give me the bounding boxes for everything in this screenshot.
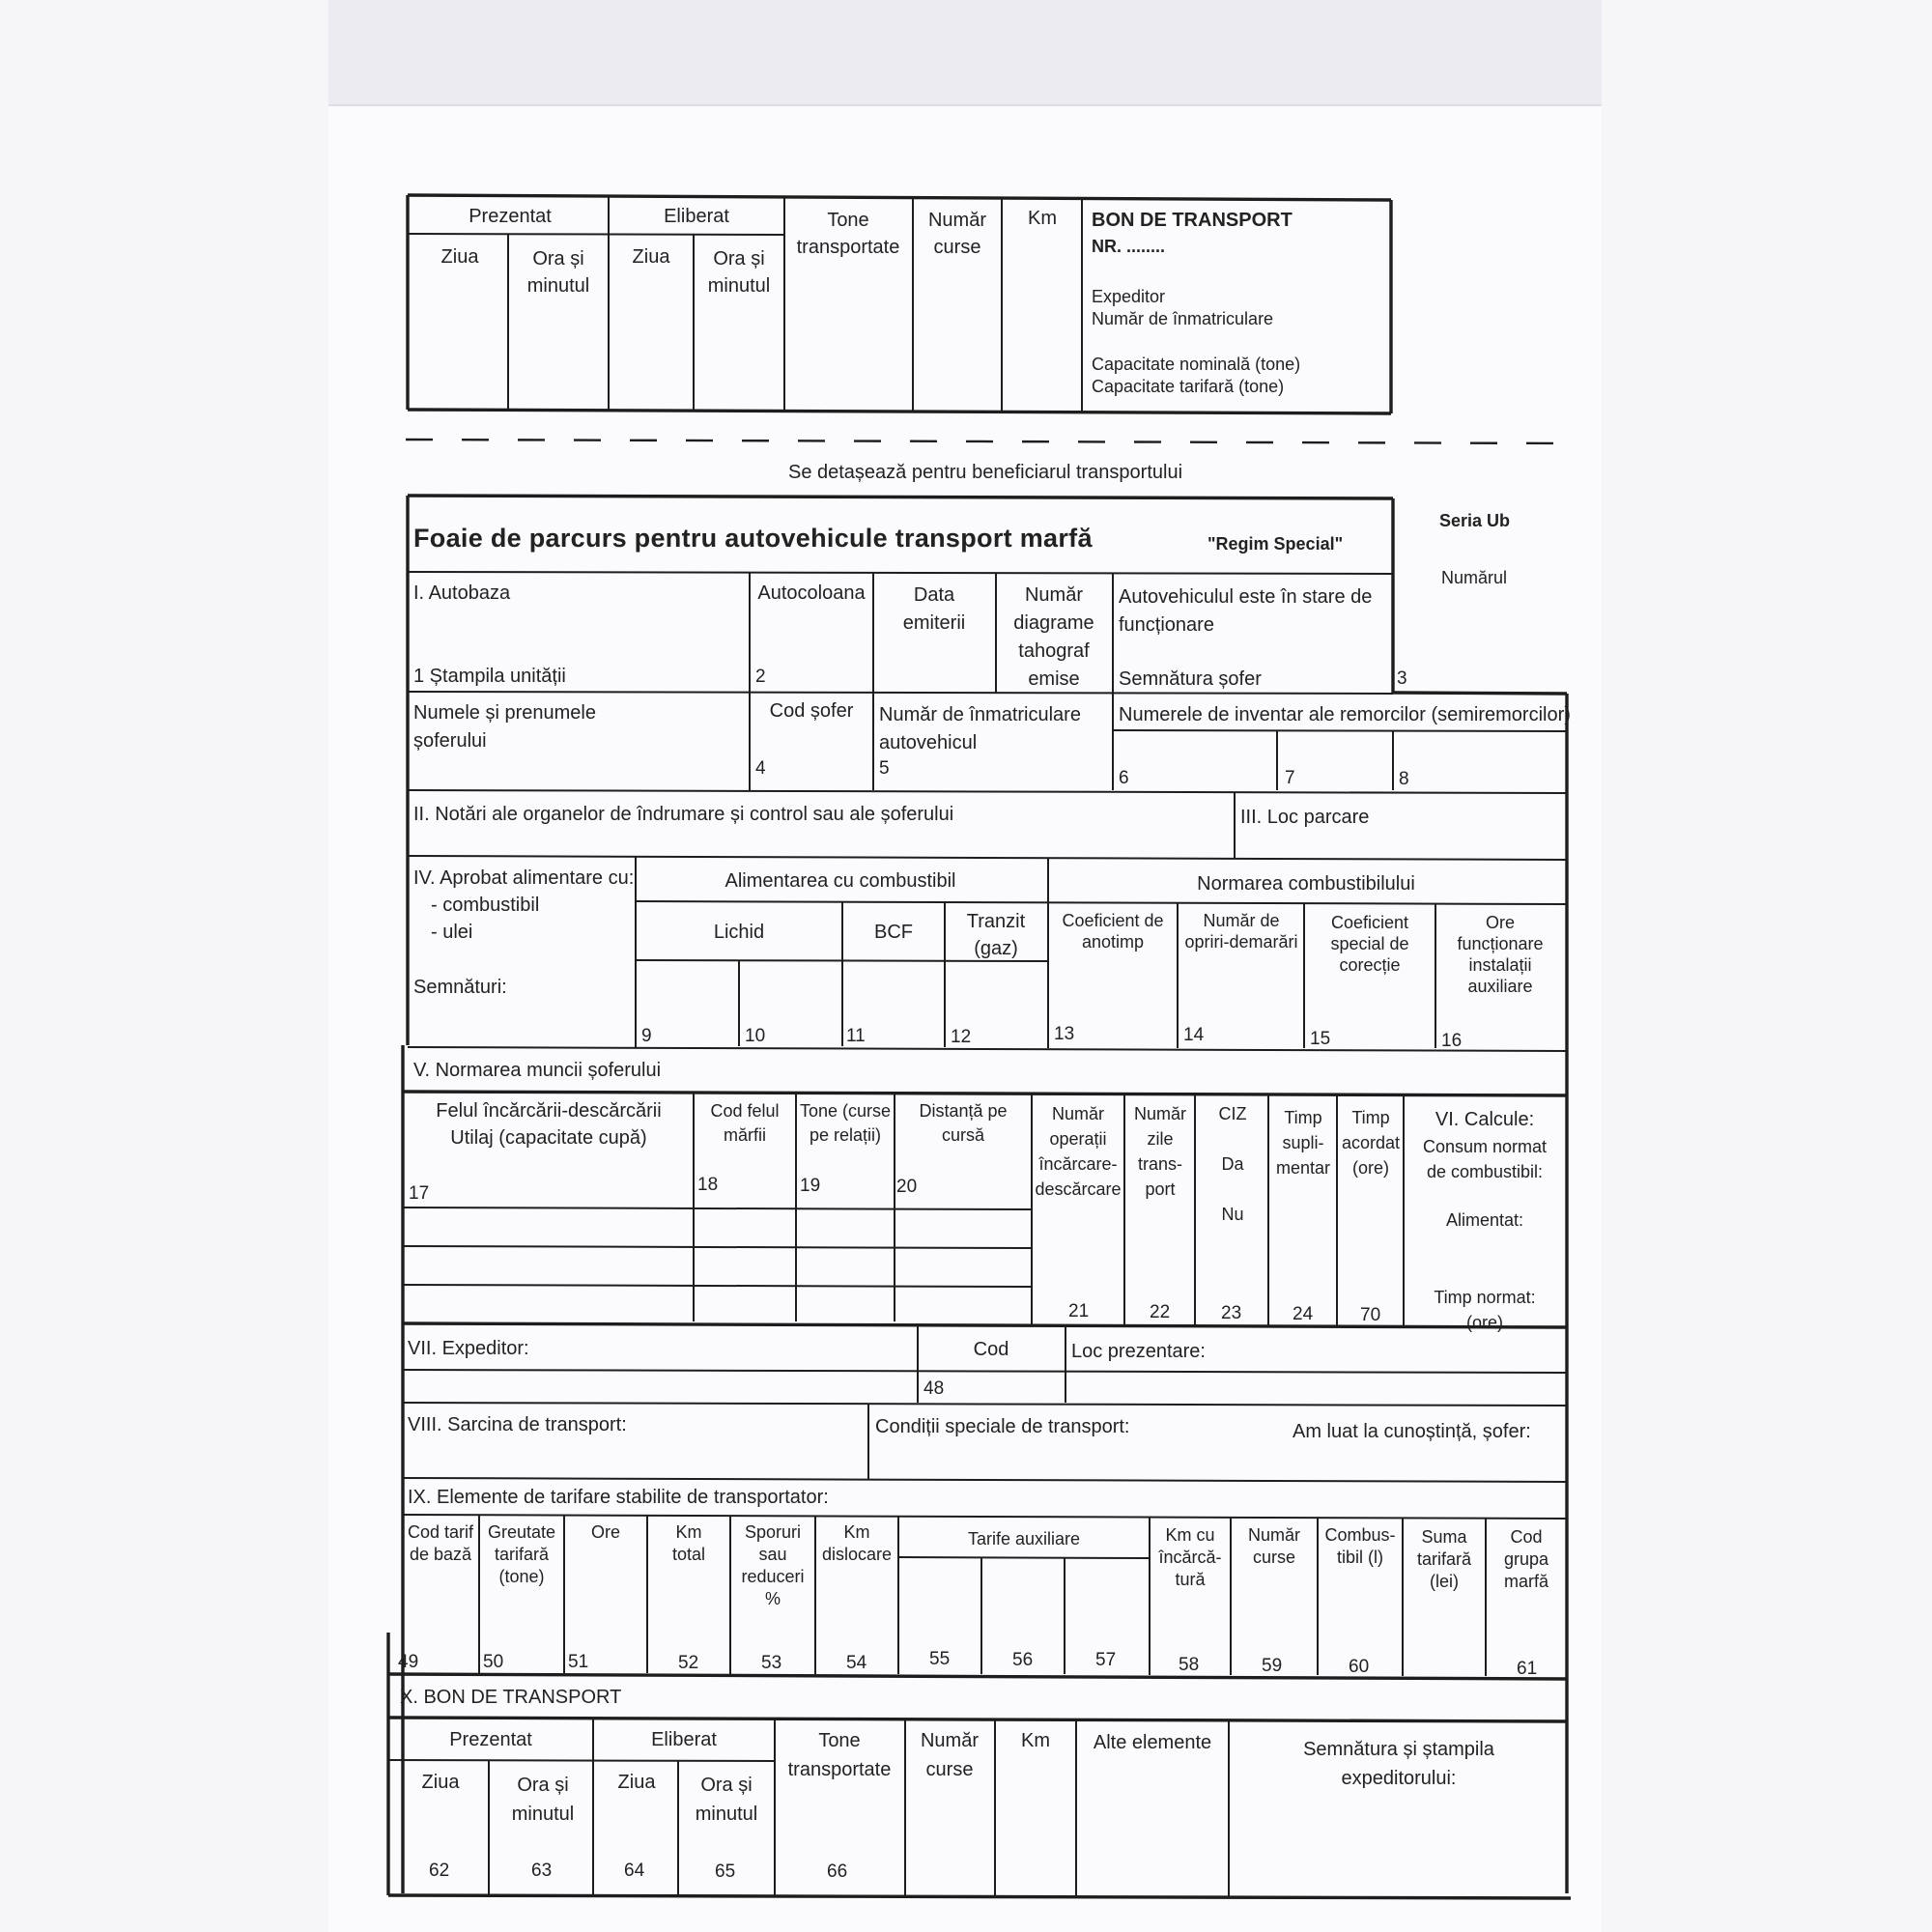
field-number-7: 7: [1285, 768, 1295, 788]
field-number-18: 18: [697, 1175, 719, 1195]
calcule-label: VI. Calcule:: [1435, 1109, 1535, 1130]
bon-km-label: Km: [1021, 1730, 1050, 1751]
stub-numar-inmatriculare: Număr de înmatriculare: [1092, 309, 1274, 328]
section9-title: IX. Elemente de tarifare stabilite de transportator:: [408, 1487, 829, 1508]
field-number-6: 6: [1119, 768, 1129, 788]
semnatura-sofer-label: Semnătura șofer: [1119, 668, 1262, 690]
bon-alte-elemente-label: Alte elemente: [1093, 1732, 1212, 1753]
cod-sofer-label: Cod șofer: [769, 700, 854, 722]
field-number-8: 8: [1399, 769, 1409, 789]
field-number-56: 56: [1012, 1650, 1034, 1670]
field-number-48: 48: [923, 1378, 945, 1399]
numar-diagrame-label: Număr diagrame tahograf emise: [1013, 584, 1094, 690]
field-number-11: 11: [846, 1026, 866, 1046]
stampila-label: 1 Ștampila unității: [413, 666, 566, 687]
field-number-62: 62: [429, 1861, 450, 1881]
combustibil-tarif-label: Combus-tibil (l): [1324, 1525, 1396, 1567]
field-number-19: 19: [800, 1176, 821, 1196]
suma-tarifara-label: Suma tarifară (lei): [1416, 1527, 1472, 1591]
field-number-70: 70: [1360, 1305, 1381, 1325]
section10-title: X. BON DE TRANSPORT: [400, 1687, 622, 1708]
felul-label: Felul încărcării-descărcării: [436, 1100, 662, 1122]
seria-label: Seria Ub: [1439, 511, 1511, 530]
numar-inmatriculare-label: Număr de înmatriculare autovehicul: [879, 704, 1081, 753]
stub-km: Km: [1028, 208, 1057, 229]
opriri-label: Număr de opriri-demarări: [1184, 911, 1298, 952]
field-number-58: 58: [1179, 1655, 1200, 1675]
field-number-50: 50: [483, 1652, 504, 1672]
ciz-da: Da: [1221, 1154, 1244, 1174]
stub-ora-2: Ora și minutul: [707, 248, 771, 297]
stare-functionare-label: Autovehiculul este în stare de funcționare: [1119, 586, 1373, 636]
timp-suplimentar-label: Timp supli-mentar: [1275, 1108, 1331, 1178]
semnaturi-label: Semnături:: [413, 977, 507, 998]
field-number-4: 4: [755, 758, 766, 779]
timp-normat-label: Timp normat: (ore): [1434, 1288, 1536, 1332]
bon-tone-label: Tone transportate: [787, 1730, 892, 1780]
coef-anotimp-label: Coeficient de anotimp: [1062, 911, 1164, 952]
numarul-label: Numărul: [1441, 568, 1508, 587]
tarife-auxiliare-label: Tarife auxiliare: [967, 1529, 1081, 1548]
field-number-14: 14: [1183, 1025, 1205, 1045]
stub-bon-title: BON DE TRANSPORT: [1092, 210, 1293, 231]
numar-operatii-label: Număr operații încărcare-descărcare: [1035, 1104, 1122, 1199]
stub-numar-curse: Număr curse: [927, 210, 986, 258]
field-number-61: 61: [1517, 1659, 1538, 1679]
bon-ziua-1: Ziua: [421, 1772, 460, 1793]
field-number-49: 49: [398, 1652, 419, 1672]
ciz-label: CIZ: [1218, 1104, 1247, 1123]
bcf-label: BCF: [874, 922, 913, 943]
km-dislocare-label: Km dislocare: [821, 1522, 893, 1564]
ore-label: Ore: [590, 1522, 621, 1542]
sporuri-label: Sporuri sau reduceri %: [741, 1522, 805, 1608]
field-number-23: 23: [1221, 1303, 1242, 1323]
bon-ora-2: Ora și minutul: [695, 1775, 758, 1825]
field-number-21: 21: [1068, 1301, 1090, 1321]
bon-ziua-2: Ziua: [617, 1772, 656, 1793]
field-number-3: 3: [1397, 668, 1407, 689]
stub-nr: NR. ........: [1092, 237, 1166, 256]
field-number-54: 54: [846, 1653, 867, 1673]
stub-prezentat: Prezentat: [469, 206, 552, 227]
field-number-22: 22: [1150, 1302, 1171, 1322]
field-number-16: 16: [1441, 1031, 1463, 1051]
bon-eliberat-label: Eliberat: [651, 1729, 717, 1750]
field-number-9: 9: [641, 1026, 652, 1046]
stub-tone-transportate: Tone transportate: [796, 210, 900, 258]
field-number-5: 5: [879, 758, 890, 779]
combustibil-label: - combustibil: [431, 895, 540, 916]
field-number-10: 10: [745, 1026, 766, 1046]
field-number-52: 52: [678, 1653, 699, 1673]
field-number-20: 20: [896, 1177, 918, 1197]
ore-functionare-label: Ore funcționare instalații auxiliare: [1457, 913, 1544, 996]
lichid-label: Lichid: [713, 922, 765, 943]
normarea-label: Normarea combustibilului: [1197, 873, 1415, 895]
bon-numar-curse-label: Număr curse: [920, 1730, 979, 1780]
form-title-regim: "Regim Special": [1208, 534, 1344, 554]
ciz-nu: Nu: [1221, 1205, 1244, 1224]
aprobat-label: IV. Aprobat alimentare cu:: [413, 867, 635, 889]
km-incarcatura-label: Km cu încărcă-tură: [1158, 1525, 1222, 1589]
alimentat-label: Alimentat:: [1445, 1210, 1524, 1230]
field-number-57: 57: [1095, 1650, 1117, 1670]
loc-prezentare-label: Loc prezentare:: [1071, 1341, 1206, 1362]
cod-tarif-label: Cod tarif de bază: [407, 1522, 474, 1564]
remorci-label: Numerele de inventar ale remorcilor (semiremorcilor): [1119, 704, 1571, 725]
distanta-label: Distanță pe cursă: [919, 1101, 1008, 1145]
field-number-55: 55: [929, 1649, 951, 1669]
utilaj-label: Utilaj (capacitate cupă): [450, 1127, 647, 1149]
tone-curse-label: Tone (curse pe relații): [799, 1101, 892, 1145]
bon-ora-1: Ora și minutul: [511, 1775, 575, 1825]
consum-label: Consum normat de combustibil:: [1422, 1137, 1548, 1181]
ulei-label: - ulei: [431, 922, 473, 943]
form-title: Foaie de parcurs pentru autovehicule transport marfă: [413, 524, 1093, 553]
numar-curse-tarif-label: Număr curse: [1247, 1525, 1300, 1567]
data-emiterii-label: Data emiterii: [902, 584, 966, 634]
autobaza-label: I. Autobaza: [413, 582, 511, 604]
numar-zile-label: Număr zile trans-port: [1133, 1104, 1186, 1199]
conditii-label: Condiții speciale de transport:: [875, 1416, 1130, 1437]
stub-eliberat: Eliberat: [664, 206, 729, 227]
cut-line: [406, 440, 1567, 443]
stub-capacitate-nominala: Capacitate nominală (tone): [1092, 355, 1301, 374]
field-number-53: 53: [761, 1653, 782, 1673]
bon-semnatura-label: Semnătura și ștampila expeditorului:: [1303, 1739, 1494, 1789]
stub-ziua-1: Ziua: [440, 246, 479, 268]
numele-sofer-label: Numele și prenumele șoferului: [413, 702, 596, 752]
field-number-24: 24: [1293, 1304, 1314, 1324]
cod-felul-label: Cod felul mărfii: [710, 1101, 780, 1145]
field-number-63: 63: [531, 1861, 553, 1881]
section3-label: III. Loc parcare: [1240, 807, 1370, 828]
stub-ziua-2: Ziua: [632, 246, 670, 268]
field-number-12: 12: [951, 1027, 972, 1047]
field-number-59: 59: [1262, 1656, 1283, 1676]
tranzit-label: Tranzit (gaz): [966, 911, 1026, 959]
field-number-2: 2: [755, 667, 766, 687]
section2-label: II. Notări ale organelor de îndrumare și control sau ale șoferului: [413, 804, 954, 825]
stub-expeditor: Expeditor: [1092, 287, 1166, 306]
field-number-13: 13: [1054, 1024, 1075, 1044]
greutate-label: Greutate tarifară (tone): [487, 1522, 556, 1586]
km-total-label: Km total: [671, 1522, 706, 1564]
expeditor-label: VII. Expeditor:: [408, 1338, 529, 1359]
field-number-66: 66: [827, 1861, 848, 1882]
stub-ora-1: Ora și minutul: [526, 248, 590, 297]
field-number-17: 17: [409, 1183, 430, 1204]
field-number-15: 15: [1310, 1029, 1331, 1049]
alimentarea-label: Alimentarea cu combustibil: [724, 870, 956, 892]
field-number-60: 60: [1349, 1657, 1370, 1677]
field-number-65: 65: [715, 1861, 736, 1882]
sarcina-label: VIII. Sarcina de transport:: [408, 1414, 627, 1435]
field-number-51: 51: [568, 1652, 589, 1672]
autocoloana-label: Autocoloana: [757, 582, 866, 604]
field-number-64: 64: [624, 1861, 645, 1881]
coef-special-label: Coeficient special de corecție: [1330, 913, 1409, 975]
cod-grupa-label: Cod grupa marfă: [1503, 1527, 1549, 1591]
section5-title: V. Normarea muncii șoferului: [413, 1060, 662, 1081]
detach-text: Se detașează pentru beneficiarul transportului: [787, 462, 1183, 483]
stub-capacitate-tarifara: Capacitate tarifară (tone): [1092, 377, 1285, 396]
cod-expeditor-label: Cod: [973, 1339, 1009, 1360]
am-luat-label: Am luat la cunoștință, șofer:: [1293, 1421, 1531, 1442]
bon-prezentat-label: Prezentat: [449, 1729, 532, 1750]
timp-acordat-label: Timp acordat (ore): [1341, 1108, 1401, 1178]
